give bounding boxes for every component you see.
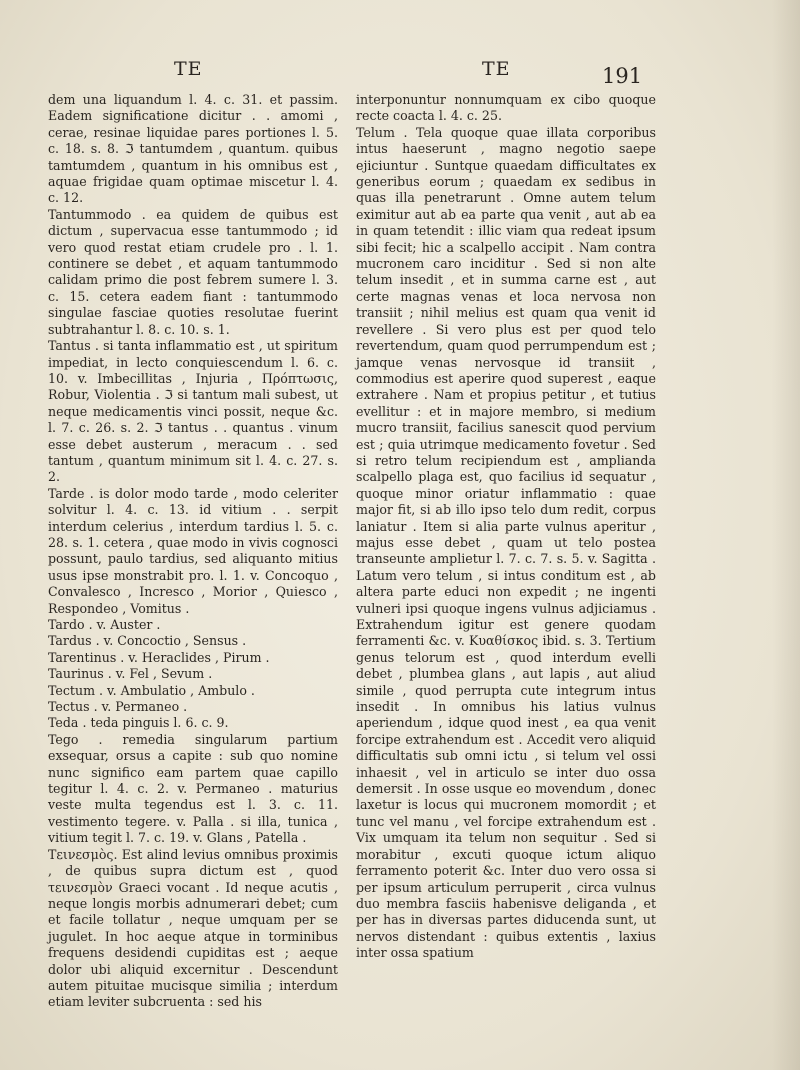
left-column xyxy=(48,92,338,1011)
entry-taurinus: Taurinus . v. Fel , Sevum . xyxy=(48,666,213,682)
entry-tectus: Tectus . v. Permaneo . xyxy=(48,699,188,715)
entry-tardus: Tardus . v. Concoctio , Sensus . xyxy=(48,633,247,649)
entry-tantummodo: Tantummodo . ea quidem de quibus est dictum , supervacua esse tantummodo ; id vero quod restat etiam crudele pro . l. 1. continere se debet , et aquam tantummodo calidam primo die post febrem sumere l. 3. c. 15. cetera eadem fiant : tantummodo singulae fasciae quoties resolutae fuerint subtrahantur l. 8. c. 10. s. 1. xyxy=(48,206,338,337)
entry-tectum: Tectum . v. Ambulatio , Ambulo . xyxy=(48,682,255,698)
page-number: 191 xyxy=(602,64,643,88)
entry-tantus: Tantus . si tanta inflammatio est , ut spiritum impediat, in lecto conquiescendum l. 6. c. 10. v. Imbecillitas , Injuria , Πρόπτωσις, Robur, Violentia . ℑ si tantum mali subest, ut neque medicamentis vinci possit, neque &c. l. 7. c. 26. s. 2. ℑ tantus . . quantus . vinum esse debet austerum , meracum . . sed tantum , quantum minimum sit l. 4. c. 27. s. 2. xyxy=(48,338,338,485)
running-head-right: TE xyxy=(482,58,511,80)
entry-tarentinus: Tarentinus . v. Heraclides , Pirum . xyxy=(48,649,270,665)
entry-telum: Telum . Tela quoque quae illata corporibus intus haeserunt , magno negotio saepe ejiciuntur . Suntque quaedam difficultates ex generibus eorum ; quaedam ex sedibus in quas illa penetrarunt . Omne autem telum eximitur aut ab ea parte qua venit , aut ab ea in quam tetendit : illic viam qua redeat ipsum sibi fecit; hic a scalpello accipit . Nam contra mucronem caro inciditur . Sed si non alte telum insedit , et in summa carne est , aut certe magnas venas et loca nervosa non transiit ; nihil melius est quam qua venit id revellere . Si vero plus est per quod telo revertendum, quam quod perrumpendum est ; jamque venas nervosque id transiit , commodius est aperire quod superest , eaque extrahere . Nam et propius petitur , et tutius evellitur : et in majore membro, si medium mucro transiit, facilius sanescit quod pervium est ; quia utrimque medicamento fovetur . Sed si retro telum recipiendum est , amplianda scalpello plaga est, quo facilius id sequatur , quoque minor oriatur inflammatio : quae major fit, si ab illo ipso telo dum redit, corpus laniatur . Item si alia parte vulnus aperitur , majus esse debet , quam ut telo postea transeunte amplietur l. 7. c. 7. s. 5. v. Sagitta . Latum vero telum , si intus conditum est , ab altera parte educi non expedit ; ne ingenti vulneri ipsi quoque ingens vulnus adjiciamus . Extrahendum igitur est genere quodam ferramenti &c. v. Κυαθίσκος ibid. s. 3. Tertium genus telorum est , quod interdum evelli debet , plumbea glans , aut lapis , aut aliud simile , quod perrupta cute integrum intus insedit . In omnibus his latius vulnus aperiendum , idque quod inest , ea qua venit forcipe extrahendum est . Accedit vero aliquid difficultatis sub omni ictu , si telum vel ossi inhaesit , vel in articulo se inter duo ossa demersit . In osse usque eo movendum , donec laxetur is locus qui mucronem momordit ; et tunc vel manu , vel forcipe extrahendum est . Vix umquam ita telum non sequitur . Sed si morabitur , excuti quoque ictum aliquo ferramento poterit &c. Inter duo vero ossa si per ipsum articulum perruperit , circa vulnus duo membra fasciis habenisve deliganda , et per has in diversas partes diducenda sunt, ut nervos distendant : quibus extentis , laxius inter ossa spatium xyxy=(356,124,656,961)
entry-dem-una: dem una liquandum l. 4. c. 31. et passim. Eadem significatione dicitur . . amomi , cerae, resinae liquidae pares portiones l. 5. c. 18. s. 8. ℑ tantumdem , quantum. quibus tamtumdem , quantum in his omnibus est , aquae frigidae quam optimae miscetur l. 4. c. 12. xyxy=(48,92,338,206)
entry-tardo: Tardo . v. Auster . xyxy=(48,617,161,632)
running-head-left: TE xyxy=(174,58,203,80)
right-column xyxy=(356,92,656,962)
entry-interponuntur: interponuntur nonnumquam ex cibo quoque recte coacta l. 4. c. 25. xyxy=(356,92,656,124)
entry-tego: Tego . remedia singularum partium exsequar, orsus a capite : sub quo nomine nunc significo eam partem quae capillo tegitur l. 4. c. 2. v. Permaneo . maturius veste multa tegendus est l. 3. c. 11. vestimento tegere. v. Palla . si illa, tunica , vitium tegit l. 7. c. 19. v. Glans , Patella . xyxy=(48,731,338,846)
entry-tarde: Tarde . is dolor modo tarde , modo celeriter solvitur l. 4. c. 13. id vitium . . serpit interdum celerius , interdum tardius l. 5. c. 28. s. 1. cetera , quae modo in vivis cognosci possunt, paulo tardius, sed aliquanto mitius usus ipse monstrabit pro. l. 1. v. Concoquo , Convalesco , Incresco , Morior , Quiesco , Respondeo , Vomitus . xyxy=(48,485,338,616)
entry-teinesmos: Τεινεσμὸς. Est alind levius omnibus proximis , de quibus supra dictum est , quod τεινεσμὸν Graeci vocant . Id neque acutis , neque longis morbis adnumerari debet; cum et facile tollatur , neque umquam per se jugulet. In hoc aeque atque in torminibus frequens desidendi cupiditas est ; aeque dolor ubi aliquid excernitur . Descendunt autem pituitae mucisque similia ; interdum etiam leviter subcruenta : sed his xyxy=(48,846,338,1010)
page-gutter-shadow xyxy=(772,0,800,1070)
entry-teda: Teda . teda pinguis l. 6. c. 9. xyxy=(48,715,229,731)
